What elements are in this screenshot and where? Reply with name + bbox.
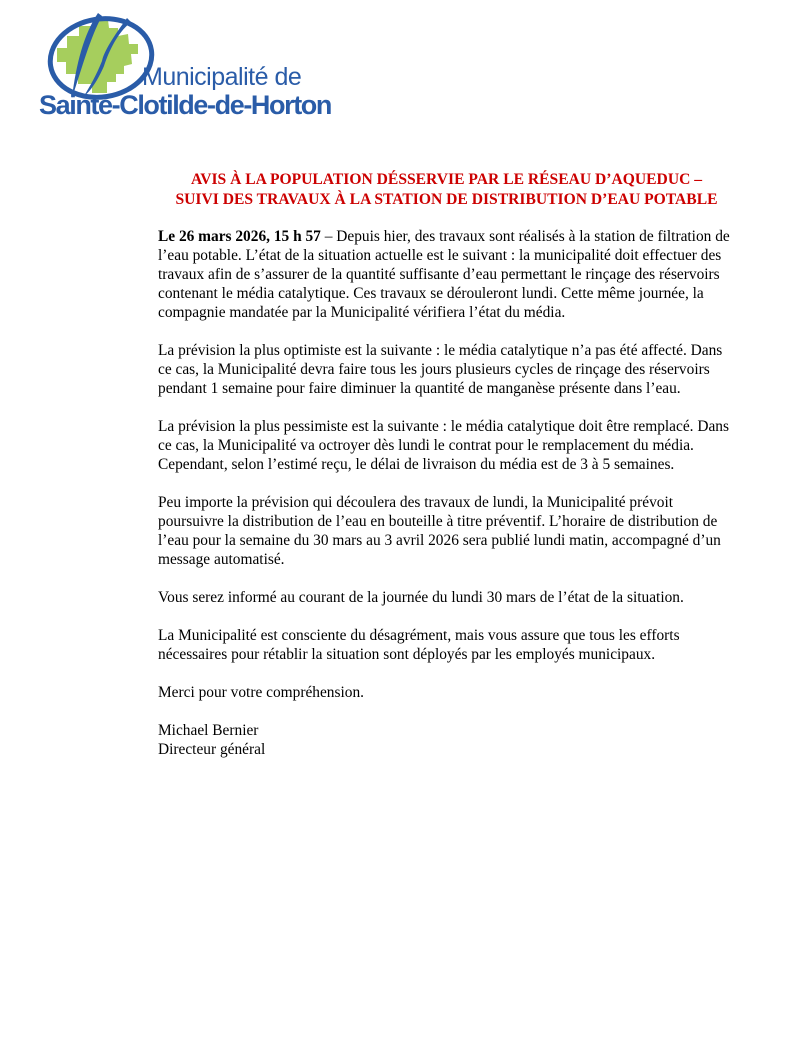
paragraph-optimistic-forecast: La prévision la plus optimiste est la suivante : le média catalytique n’a pas été affecté. Dans ce cas, la Municipalité devra faire tous les jours plusieurs cycles de rinçage des réservoirs pendant 1 semaine pour faire diminuer la quantité de manganèse présente dans l’eau.: [158, 342, 723, 397]
paragraph-update: [158, 227, 735, 322]
notice-title-line1: AVIS À LA POPULATION DÉSSERVIE PAR LE RÉSEAU D’AQUEDUC –: [190, 171, 703, 188]
logo-org-line1: Municipalité de: [142, 63, 302, 91]
paragraph-update-datetime: Le 26 mars 2026, 15 h 57: [158, 228, 321, 245]
logo-org-line2: Sainte-Clotilde-de-Horton: [39, 90, 331, 120]
municipality-logo: [38, 6, 331, 126]
paragraph-next-update: Vous serez informé au courant de la journée du lundi 30 mars de l’état de la situation.: [158, 589, 684, 606]
notice-title-line2: SUIVI DES TRAVAUX À LA STATION DE DISTRIBUTION D’EAU POTABLE: [175, 191, 718, 208]
notice-body: [158, 170, 735, 778]
paragraph-update-text: – Depuis hier, des travaux sont réalisés à la station de filtration de l’eau potable. L’état de la situation actuelle est le suivant : la municipalité doit effectuer des travaux afin de s’assurer de la quantité suffisante d’eau permettant le rinçage des réservoirs contenant le média catalytique. Ces travaux se dérouleront lundi. Cette même journée, la compagnie mandatée par la Municipalité vérifiera l’état du média.: [158, 228, 730, 321]
paragraph-pessimistic-forecast: La prévision la plus pessimiste est la suivante : le média catalytique doit être remplacé. Dans ce cas, la Municipalité va octroyer dès lundi le contrat pour le remplacement du média. Cependant, selon l’estimé reçu, le délai de livraison du média est de 3 à 5 semaines.: [158, 418, 729, 473]
paragraph-apology: La Municipalité est consciente du désagrément, mais vous assure que tous les efforts nécessaires pour rétablir la situation sont déployés par les employés municipaux.: [158, 627, 680, 663]
signature-role: Directeur général: [158, 741, 266, 758]
paragraph-water-distribution: Peu importe la prévision qui découlera des travaux de lundi, la Municipalité prévoit poursuivre la distribution de l’eau en bouteille à titre préventif. L’horaire de distribution de l’eau pour la semaine du 30 mars au 3 avril 2026 sera publié lundi matin, accompagné d’un message automatisé.: [158, 494, 721, 568]
signature-name: Michael Bernier: [158, 722, 259, 739]
signature-block: [158, 721, 735, 759]
paragraph-thanks: Merci pour votre compréhension.: [158, 684, 364, 701]
notice-title: [158, 170, 735, 210]
